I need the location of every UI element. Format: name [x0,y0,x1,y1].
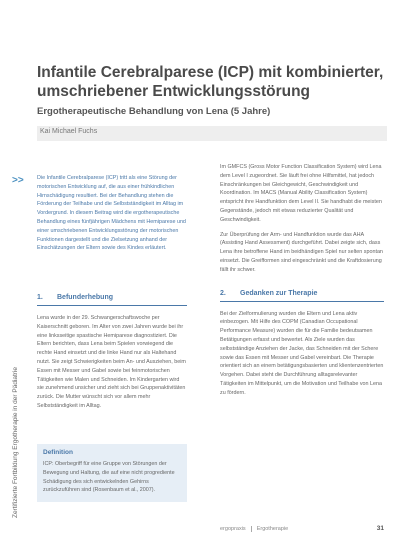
section-heading-2 [220,289,384,298]
side-label: Zertifizierte Fortbildung Ergotherapie in der Pädiatrie [12,366,19,518]
definition-title: Definition [43,449,73,456]
section-heading-1 [37,293,187,302]
section-rule-2 [220,301,384,302]
right-paragraph-2: Zur Überprüfung der Arm- und Handfunktion wurde das AHA (Assisting Hand Assessment) durchgeführt. Dabei zeigte sich, dass Lena ihre betroffene Hand im beidhändigen Spiel nur selten spontan einsetzt. Die Greifformen sind eingeschränkt und die Kraftdosierung fällt ihr schwer. [220,231,383,273]
page-number: 31 [376,525,384,532]
definition-box [37,444,187,502]
abstract [37,174,187,253]
section-number-1: 1. [37,294,43,301]
page-footer [220,525,384,532]
section-text-1: Lena wurde in der 29. Schwangerschaftswoche per Kaiserschnitt geboren. Im Alter von zwei Jahren wurde bei ihr eine linksseitige spastische Hemiparese diagnostiziert. Die Eltern berichten, dass Lena beim Spielen vorwiegend die rechte Hand einsetzt und die linke Hand nur als Haltehand nutzt. Sie zeigt Schwierigkeiten beim An- und Ausziehen, beim Essen mit Messer und Gabel sowie bei feinmotorischen Tätigkeiten wie Malen und Schneiden. Im Kindergarten wird sie zunehmend unsicher und zieht sich bei Gruppenaktivitäten zurück. Die Mutter wünscht sich vor allem mehr Selbstständigkeit im Alltag. [37,315,186,409]
footer-journal: ergopraxis [220,525,246,532]
definition-text: ICP: Oberbegriff für eine Gruppe von Störungen der Bewegung und Haltung, die auf eine nicht progrediente Schädigung des sich entwickelnden Gehirns zurückzuführen sind (Rosenbaum et al., 2007). [43,461,175,494]
section-rule-1 [37,305,187,306]
footer-separator [251,526,252,532]
right-paragraph-1: Im GMFCS (Gross Motor Function Classification System) wird Lena dem Level I zugeordnet. Sie läuft frei ohne Hilfsmittel, hat jedoch Einschränkungen bei Gleichgewicht, Geschwindigkeit und Koordination. Im MACS (Manual Ability Classification System) entspricht ihre Handfunktion dem Level II. Sie handhabt die meisten Gegenstände, jedoch mit etwas reduzierter Qualität und Geschwindigkeit. [220,164,382,223]
footer-section: Ergotherapie [256,525,289,532]
section-title-1: Befunderhebung [57,294,113,301]
author-name: Kai Michael Fuchs [40,128,98,135]
abstract-text: Die Infantile Cerebralparese (ICP) tritt als eine Störung der motorischen Entwicklung auf, die aus einer frühkindlichen Hirnschädigung resultiert. Bei der Behandlung stehen die Förderung der Teilhabe und die Selbstständigkeit im Alltag im Vordergrund. In diesem Beitrag wird die ergotherapeutische Behandlung eines fünfjährigen Mädchens mit Hemiparese und einer umschriebenen Entwicklungsstörung der motorischen Funktionen dargestellt und die Zielsetzung anhand der Einschätzungen der Eltern sowie des Kindes erläutert. [37,175,186,252]
double-chevron-icon: >> [12,175,24,186]
article-title: Infantile Cerebralparese (ICP) mit kombinierter, umschriebener Entwicklungsstörung [37,64,384,100]
section-number-2: 2. [220,289,226,297]
article-subtitle: Ergotherapeutische Behandlung von Lena (5 Jahre) [37,106,271,117]
section-text-2: Bei der Zielformulierung wurden die Eltern und Lena aktiv einbezogen. Mit Hilfe des COPM (Canadian Occupational Performance Measure) wurden die für die Familie bedeutsamen Betätigungen erfasst und bewertet. Als Ziele wurden das selbstständige Anziehen der Jacke, das Schneiden mit der Schere sowie das Essen mit Messer und Gabel vereinbart. Die Therapie orientiert sich an einem betätigungsbasierten und klientenzentrierten Vorgehen. Dabei steht die Durchführung alltagsrelevanter Tätigkeiten im Mittelpunkt, um die Motivation und Teilhabe von Lena zu fördern. [220,310,384,396]
left-column [37,293,187,411]
section-title-2: Gedanken zur Therapie [240,289,318,297]
right-column [220,163,384,398]
author-band [37,126,387,141]
